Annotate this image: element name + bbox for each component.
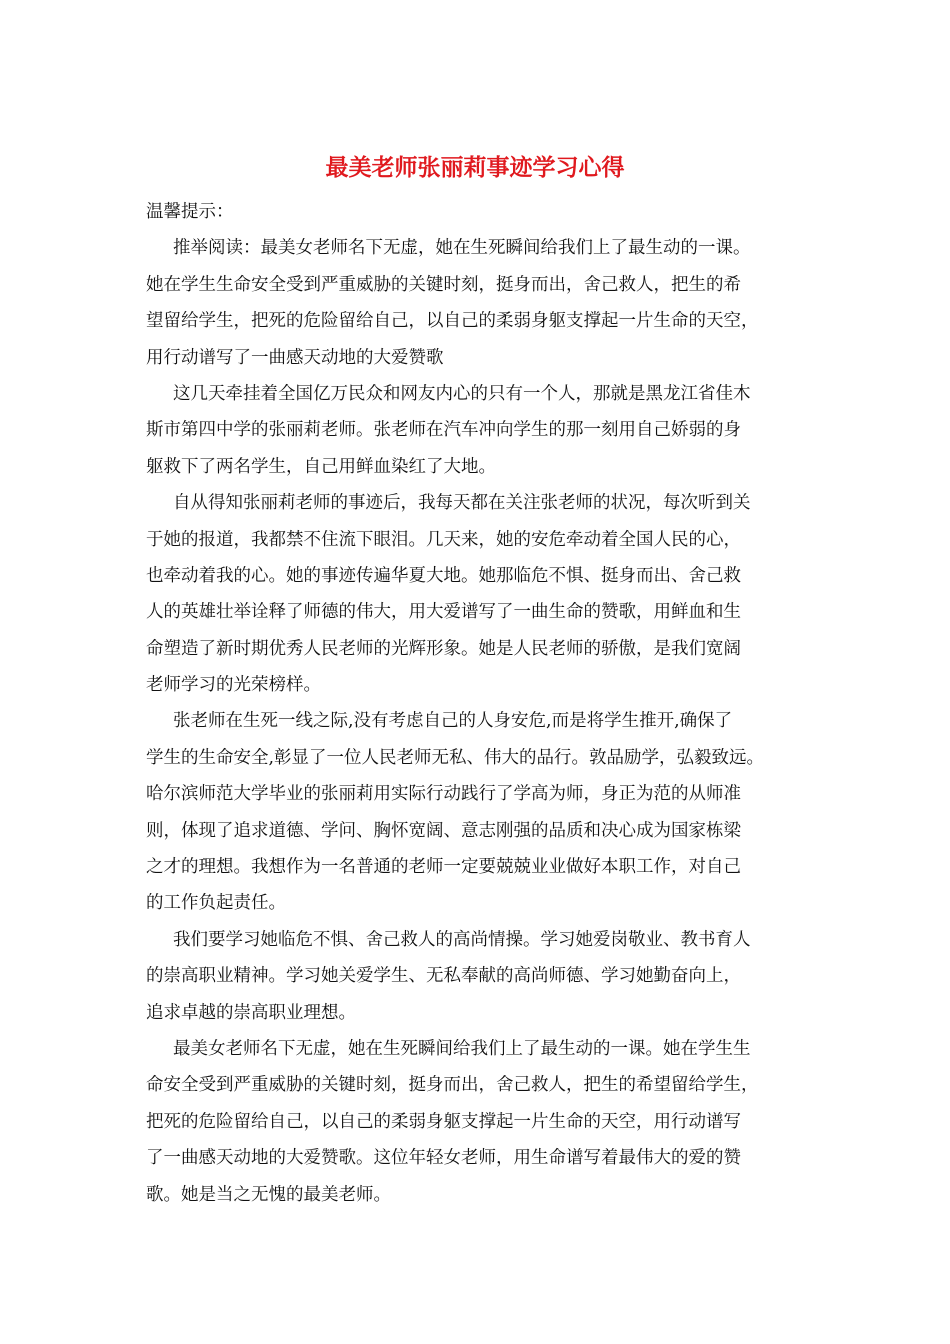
paragraph	[146, 230, 826, 376]
paragraph-line: 则，体现了追求道德、学问、胸怀宽阔、意志刚强的品质和决心成为国家栋梁	[146, 820, 741, 841]
paragraph-line: 望留给学生，把死的危险留给自己，以自己的柔弱身躯支撑起一片生命的天空，	[146, 311, 759, 332]
paragraph-line: 学生的生命安全,彰显了一位人民老师无私、伟大的品行。敦品励学，弘毅致远。	[146, 747, 765, 768]
prompt-label: 温馨提示：	[146, 202, 234, 222]
paragraph-line: 哈尔滨师范大学毕业的张丽莉用实际行动践行了学高为师，身正为范的从师准	[146, 784, 741, 805]
paragraph	[146, 922, 826, 1031]
paragraph-line: 她在学生生命安全受到严重威胁的关键时刻，挺身而出，舍己救人，把生的希	[146, 274, 741, 295]
paragraph	[146, 485, 826, 703]
paragraph-line: 最美女老师名下无虚，她在生死瞬间给我们上了最生动的一课。她在学生生	[173, 1038, 751, 1059]
paragraph-line: 之才的理想。我想作为一名普通的老师一定要兢兢业业做好本职工作，对自己	[146, 857, 741, 878]
paragraph	[146, 376, 826, 485]
paragraph	[146, 703, 826, 921]
paragraph-line: 老师学习的光荣榜样。	[146, 675, 321, 696]
paragraph-line: 把死的危险留给自己，以自己的柔弱身躯支撑起一片生命的天空，用行动谱写	[146, 1111, 741, 1132]
paragraph	[146, 1031, 826, 1213]
document-body	[146, 194, 826, 1213]
paragraph-line: 的崇高职业精神。学习她关爱学生、无私奉献的高尚师德、学习她勤奋向上，	[146, 966, 741, 987]
paragraph-line: 用行动谱写了一曲感天动地的大爱赞歌	[146, 347, 444, 368]
paragraph-line: 命安全受到严重威胁的关键时刻，挺身而出，舍己救人，把生的希望留给学生，	[146, 1075, 759, 1096]
paragraph-line: 歌。她是当之无愧的最美老师。	[146, 1184, 391, 1205]
paragraph-line: 追求卓越的崇高职业理想。	[146, 1002, 356, 1023]
document-title: 最美老师张丽莉事迹学习心得	[325, 154, 625, 181]
paragraph-line: 我们要学习她临危不惧、舍己救人的高尚情操。学习她爱岗敬业、教书育人	[173, 929, 751, 950]
paragraph-line: 也牵动着我的心。她的事迹传遍华夏大地。她那临危不惧、挺身而出、舍己救	[146, 565, 741, 586]
paragraph-line: 张老师在生死一线之际,没有考虑自己的人身安危,而是将学生推开,确保了	[173, 711, 733, 732]
paragraph-line: 这几天牵挂着全国亿万民众和网友内心的只有一个人，那就是黑龙江省佳木	[173, 383, 751, 404]
prompt-label-paragraph	[146, 194, 826, 230]
paragraph-line: 推举阅读：最美女老师名下无虚，她在生死瞬间给我们上了最生动的一课。	[173, 238, 751, 259]
paragraph-line: 于她的报道，我都禁不住流下眼泪。几天来，她的安危牵动着全国人民的心，	[146, 529, 741, 550]
paragraph-line: 了一曲感天动地的大爱赞歌。这位年轻女老师，用生命谱写着最伟大的爱的赞	[146, 1148, 741, 1169]
paragraph-line: 自从得知张丽莉老师的事迹后，我每天都在关注张老师的状况，每次听到关	[173, 493, 751, 514]
paragraph-line: 人的英雄壮举诠释了师德的伟大，用大爱谱写了一曲生命的赞歌，用鲜血和生	[146, 602, 741, 623]
paragraph-line: 命塑造了新时期优秀人民老师的光辉形象。她是人民老师的骄傲，是我们宽阔	[146, 638, 741, 659]
paragraph-line: 躯救下了两名学生，自己用鲜血染红了大地。	[146, 456, 496, 477]
paragraph-line: 的工作负起责任。	[146, 893, 286, 914]
paragraph-line: 斯市第四中学的张丽莉老师。张老师在汽车冲向学生的那一刻用自己娇弱的身	[146, 420, 741, 441]
